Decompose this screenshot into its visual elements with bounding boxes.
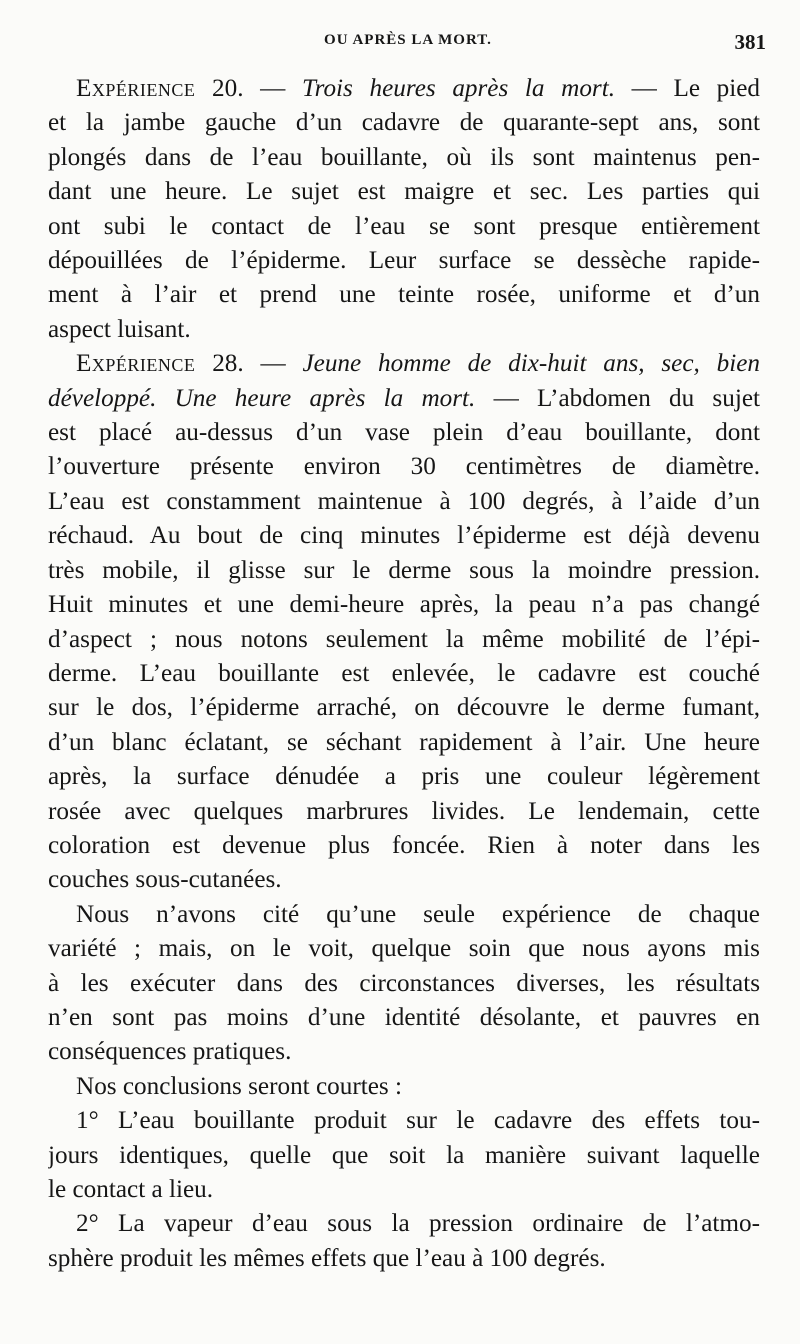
page-body bbox=[48, 72, 760, 1276]
text-line: très mobile, il glisse sur le derme sous la moindre pression. bbox=[48, 556, 760, 584]
text-line: sphère produit les mêmes effets que l’eau à 100 degrés. bbox=[48, 1244, 606, 1272]
text-line: dépouillées de l’épiderme. Leur surface se dessèche rapide- bbox=[48, 247, 760, 275]
dash: — bbox=[243, 350, 303, 378]
text-line: Huit minutes et une demi-heure après, la peau n’a pas changé bbox=[48, 591, 760, 619]
text-line: après, la surface dénudée a pris une couleur légèrement bbox=[48, 763, 760, 791]
text-line: variété ; mais, on le voit, quelque soin que nous ayons mis bbox=[48, 935, 760, 963]
text-line: aspect luisant. bbox=[48, 315, 191, 343]
text-line: couches sous-cutanées. bbox=[48, 866, 282, 894]
text-line: le contact a lieu. bbox=[48, 1176, 214, 1203]
experiment-label: Expérience bbox=[76, 350, 196, 378]
running-title: OU APRÈS LA MORT. bbox=[324, 32, 492, 48]
text-line: coloration est devenue plus foncée. Rien à noter dans les bbox=[48, 831, 760, 859]
text-line: Nous n’avons cité qu’une seule expérience de chaque bbox=[76, 900, 760, 928]
text-line: dant une heure. Le sujet est maigre et sec. Les parties qui bbox=[48, 178, 760, 206]
text-line: jours identiques, quelle que soit la manière suivant laquelle bbox=[48, 1141, 760, 1169]
text-line: ment à l’air et prend une teinte rosée, uniforme et d’un bbox=[48, 281, 760, 309]
text-line: d’aspect ; nous notons seulement la même mobilité de l’épi- bbox=[48, 625, 760, 653]
dash: — bbox=[243, 75, 302, 102]
text-line: réchaud. Au bout de cinq minutes l’épiderme est déjà devenu bbox=[48, 522, 760, 550]
conclusion-1 bbox=[48, 1104, 760, 1207]
text-line: l’ouverture présente environ 30 centimètres de diamètre. bbox=[48, 453, 760, 481]
text-line: est placé au-dessus d’un vase plein d’eau bouillante, dont bbox=[48, 419, 760, 447]
text-line: ont subi le contact de l’eau se sont presque entièrement bbox=[48, 212, 760, 240]
experiment-28-first-line bbox=[48, 347, 760, 381]
text-line: L’eau est constamment maintenue à 100 degrés, à l’aide d’un bbox=[48, 487, 760, 515]
experiment-28-paragraph bbox=[48, 347, 760, 898]
text-line: 2° La vapeur d’eau sous la pression ordinaire de l’atmo- bbox=[76, 1210, 760, 1238]
conclusions-heading: Nos conclusions seront courtes : bbox=[76, 1072, 402, 1100]
text-line: d’un blanc éclatant, se séchant rapidement à l’air. Une heure bbox=[48, 728, 760, 756]
text-fragment: L’abdomen du sujet bbox=[537, 384, 760, 412]
text-line: derme. L’eau bouillante est enlevée, le cadavre est couché bbox=[48, 659, 760, 687]
page-header bbox=[48, 32, 768, 62]
experiment-title: développé. Une heure après la mort. bbox=[48, 384, 476, 412]
text-line: n’en sont pas moins d’une identité désolante, et pauvres en bbox=[48, 1003, 760, 1031]
experiment-title: Trois heures après la mort. bbox=[301, 75, 616, 102]
text-line: conséquences pratiques. bbox=[48, 1038, 292, 1066]
page-number: 381 bbox=[734, 30, 766, 54]
text-line: 1° L’eau bouillante produit sur le cadavre des effets tou- bbox=[76, 1107, 760, 1135]
experiment-20-paragraph bbox=[48, 72, 760, 347]
experiment-20-first-line bbox=[48, 72, 760, 106]
experiment-number: 20. bbox=[195, 75, 244, 102]
text-line: rosée avec quelques marbrures livides. Le lendemain, cette bbox=[48, 797, 760, 825]
experiment-number: 28. bbox=[195, 350, 244, 378]
summary-paragraph bbox=[48, 898, 760, 1070]
text-line: plongés dans de l’eau bouillante, où ils sont maintenus pen- bbox=[48, 143, 760, 171]
experiment-title: Jeune homme de dix-huit ans, sec, bien bbox=[302, 350, 760, 378]
conclusion-2 bbox=[48, 1207, 760, 1276]
text-line: sur le dos, l’épiderme arraché, on découvre le derme fumant, bbox=[48, 694, 760, 722]
text-line: et la jambe gauche d’un cadavre de quarante-sept ans, sont bbox=[48, 109, 760, 137]
text-fragment: Le pied bbox=[673, 75, 760, 102]
dash: — bbox=[475, 384, 537, 412]
experiment-28-second-line bbox=[48, 382, 760, 416]
dash: — bbox=[615, 75, 674, 102]
experiment-label: Expérience bbox=[76, 75, 196, 102]
text-line: à les exécuter dans des circonstances diverses, les résultats bbox=[48, 969, 760, 997]
